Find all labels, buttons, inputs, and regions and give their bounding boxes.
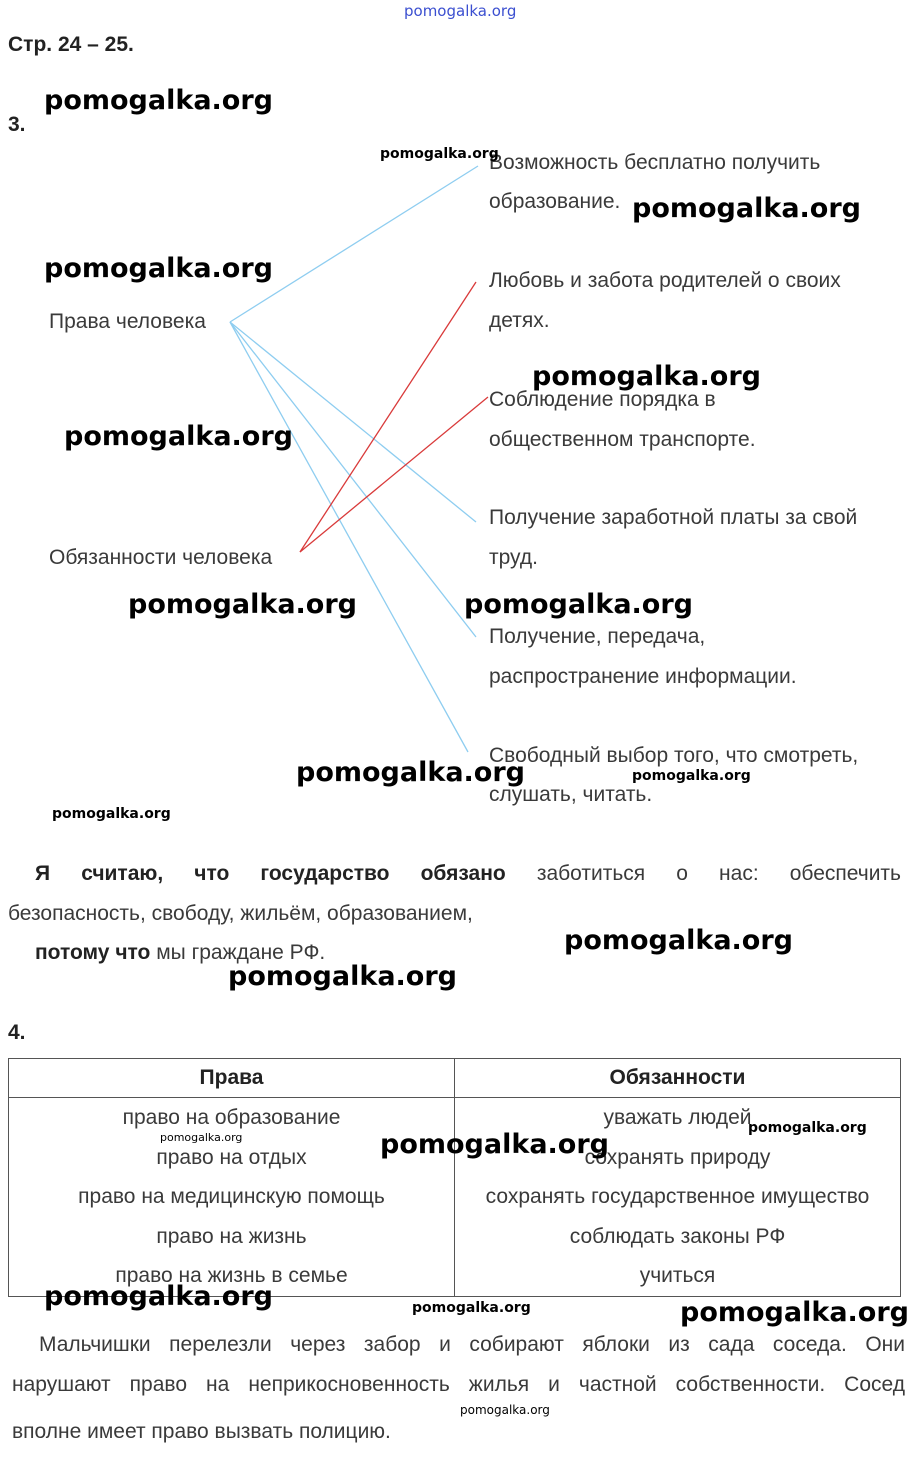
watermark: pomogalka.org — [44, 253, 273, 284]
situation-line-1: Мальчишки перелезли через забор и собирают яблоки из сада соседа. Они — [39, 1333, 905, 1356]
page-reference: Стр. 24 – 25. — [8, 33, 134, 56]
opinion-rest-1: заботиться о нас: обеспечить — [536, 862, 901, 885]
item-2-line-1: Любовь и забота родителей о своих — [489, 269, 841, 292]
duties-lines — [300, 282, 488, 552]
situation-line-2: нарушают право на неприкосновенность жилья и частной собственности. Сосед — [12, 1373, 905, 1396]
watermark: pomogalka.org — [380, 146, 499, 162]
duties-cell: учиться — [639, 1264, 716, 1288]
item-3-line-2: общественном транспорте. — [489, 428, 756, 451]
watermark: pomogalka.org — [564, 925, 793, 956]
task-4-number: 4. — [8, 1021, 26, 1044]
watermark: pomogalka.org — [380, 1129, 609, 1160]
opinion-bold-2: потому что — [35, 941, 151, 964]
opinion-line-1 — [35, 862, 901, 886]
item-2-line-2: детях. — [489, 309, 550, 332]
watermark: pomogalka.org — [680, 1297, 909, 1328]
watermark: pomogalka.org — [52, 806, 171, 822]
item-3-line-1: Соблюдение порядка в — [489, 388, 716, 411]
rights-cell: право на отдых — [156, 1145, 307, 1169]
opinion-line-2: безопасность, свободу, жильём, образованием, — [8, 902, 473, 925]
table-header-row — [9, 1059, 901, 1098]
item-4-line-2: труд. — [489, 546, 538, 569]
opinion-rest-2: мы граждане РФ. — [156, 941, 326, 964]
watermark: pomogalka.org — [464, 589, 693, 620]
duties-cell: сохранять природу — [584, 1145, 771, 1169]
item-5-line-2: распространение информации. — [489, 665, 797, 688]
item-1-line-2: образование. — [489, 190, 621, 213]
watermark-top[interactable]: pomogalka.org — [404, 2, 517, 20]
watermark: pomogalka.org — [44, 85, 273, 116]
opinion-bold-1: Я считаю, что государство обязано — [35, 862, 506, 885]
rights-label: Права человека — [49, 310, 206, 333]
rights-duties-table — [8, 1058, 901, 1297]
header-duties: Обязанности — [455, 1059, 901, 1098]
rights-line-6 — [230, 322, 468, 752]
rights-cell: право на медицинскую помощь — [78, 1185, 385, 1209]
situation-line-3: вполне имеет право вызвать полицию. — [12, 1420, 391, 1443]
duties-label: Обязанности человека — [49, 546, 273, 569]
rights-column — [9, 1098, 455, 1297]
watermark: pomogalka.org — [412, 1300, 531, 1316]
header-rights: Права — [9, 1059, 455, 1098]
watermark: pomogalka.org — [44, 1281, 273, 1312]
watermark: pomogalka.org — [128, 589, 357, 620]
task-3-number: 3. — [8, 113, 26, 136]
watermark: pomogalka.org — [460, 1403, 550, 1417]
duties-line-2 — [300, 282, 476, 552]
rights-cell: право на жизнь — [156, 1224, 307, 1248]
watermark: pomogalka.org — [532, 361, 761, 392]
item-6-line-2: слушать, читать. — [489, 783, 653, 806]
watermark: pomogalka.org — [632, 768, 751, 784]
item-5-line-1: Получение, передача, — [489, 625, 706, 648]
watermark: pomogalka.org — [748, 1120, 867, 1136]
rights-cell: право на жизнь в семье — [115, 1264, 348, 1288]
item-1-line-1: Возможность бесплатно получить — [489, 151, 821, 174]
item-4-line-1: Получение заработной платы за свой — [489, 506, 858, 529]
rights-line-1 — [230, 166, 478, 322]
watermark: pomogalka.org — [632, 193, 861, 224]
duties-cell: уважать людей — [603, 1106, 752, 1129]
item-6-line-1: Свободный выбор того, что смотреть, — [489, 744, 859, 767]
watermark: pomogalka.org — [64, 421, 293, 452]
duties-cell: соблюдать законы РФ — [569, 1224, 786, 1248]
rights-cell: право на образование — [122, 1106, 341, 1129]
watermark: pomogalka.org — [228, 961, 457, 992]
duties-line-3 — [300, 397, 488, 552]
watermark: pomogalka.org — [160, 1131, 243, 1144]
duties-cell: сохранять государственное имущество — [485, 1185, 870, 1209]
watermark: pomogalka.org — [296, 757, 525, 788]
